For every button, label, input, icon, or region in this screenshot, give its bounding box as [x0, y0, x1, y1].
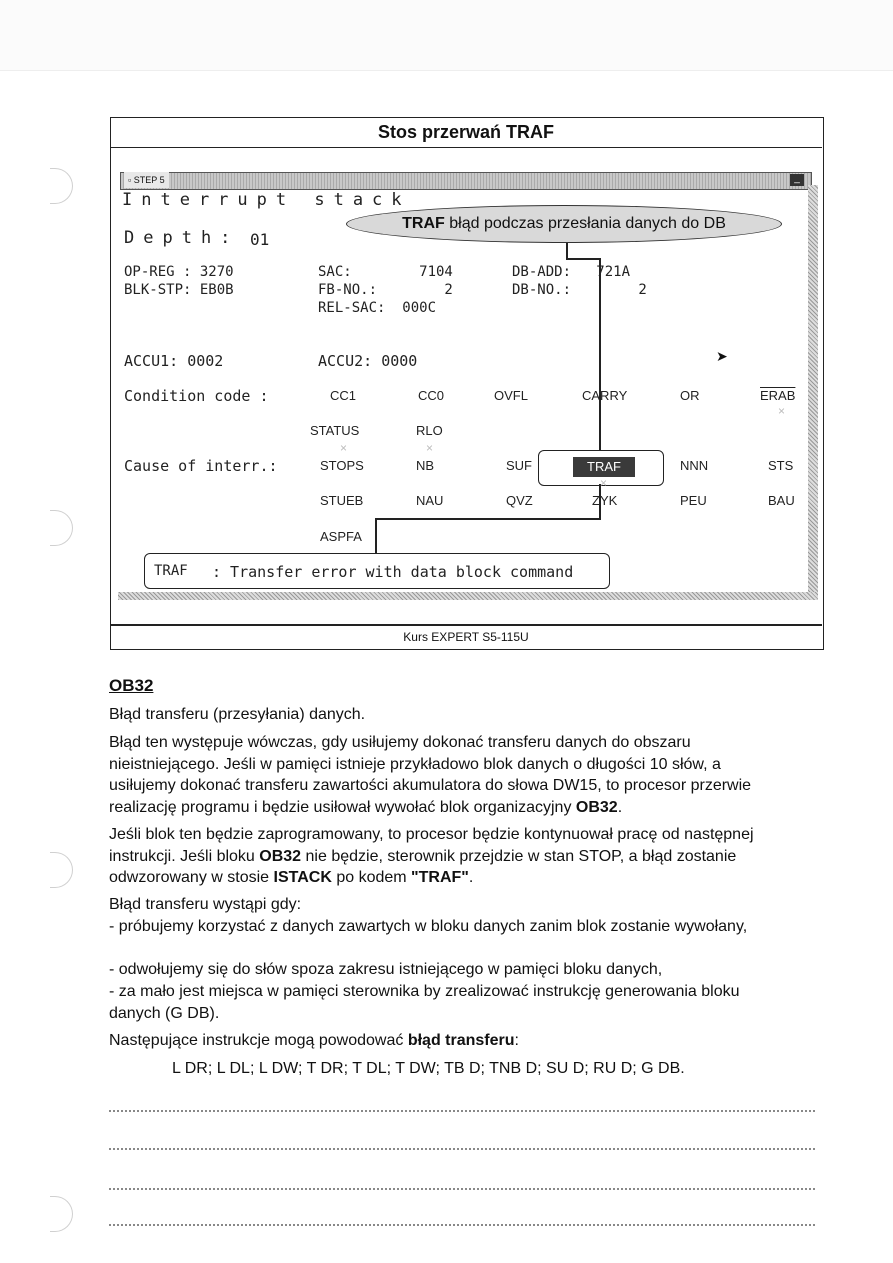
flag-set-marker: × [600, 476, 608, 490]
condition-code-label: Condition code : [124, 387, 269, 405]
p8-bold: błąd transferu [407, 1032, 515, 1049]
paragraph-1: Błąd transferu (przesyłania) danych. [109, 706, 366, 723]
p3-part: po kodem [331, 869, 412, 886]
figure-footer: Kurs EXPERT S5-115U [110, 624, 822, 650]
connector-line [375, 518, 377, 553]
p3-end: . [468, 869, 474, 886]
paragraph-3 [109, 824, 789, 889]
traf-callout-bubble [346, 205, 782, 243]
depth-label: Depth: [124, 228, 240, 248]
blk-stp: BLK-STP: EB0B [124, 282, 234, 298]
flag-cc0: CC0 [418, 388, 445, 403]
flag-erab: ERAB [760, 388, 796, 403]
bullet-1: - próbujemy korzystać z danych zawartych w bloku danych zanim blok zostanie wywołany, [109, 918, 748, 935]
p2-part: Błąd ten występuje wówczas, gdy usiłujemy dokonać transferu danych do obszaru nieistniejącego. Jeśli w pamięci istnieje przykładowo blok danych o długości 10 słów, a usiłujemy dokonać transferu zawartości akumulatora do słowa DW15, to procesor przerwie realizację programu i będzie usiłował wywołać blok organizacyjny [109, 734, 752, 816]
bullet-3: - za mało jest miejsca w pamięci sterownika by zrealizować instrukcję generowania bloku danych (G DB). [109, 983, 740, 1022]
cause-sts: STS [768, 458, 794, 473]
window-title-text: STEP 5 [133, 175, 165, 185]
flag-set-marker: × [340, 441, 348, 455]
cause-peu: PEU [680, 493, 707, 508]
paragraph-2 [109, 732, 789, 818]
p3-bold: OB32 [259, 847, 302, 865]
flag-set-marker: × [778, 404, 786, 418]
paragraph-5 [109, 1030, 789, 1052]
figure-title: Stos przerwań TRAF [110, 117, 822, 148]
bullet-2: - odwołujemy się do słów spoza zakresu istniejącego w pamięci bloku danych, [109, 961, 663, 978]
desc-text: : Transfer error with data block command [212, 563, 574, 581]
cause-traf: TRAF [573, 457, 635, 477]
binder-hole [50, 510, 73, 546]
connector-line [375, 518, 601, 520]
flag-carry: CARRY [582, 388, 628, 403]
cause-suf: SUF [506, 458, 532, 473]
p8-end: : [514, 1032, 519, 1049]
depth-value: 01 [250, 230, 270, 249]
cause-stueb: STUEB [320, 493, 364, 508]
interrupt-stack-header: Interrupt stack [122, 190, 411, 210]
cause-qvz: QVZ [506, 493, 533, 508]
p3-bold: "TRAF" [411, 869, 469, 886]
binder-hole [50, 168, 73, 204]
connector-line [566, 241, 568, 259]
window-icon: ▫ [128, 175, 132, 185]
desc-code: TRAF [154, 563, 188, 579]
notes-line [109, 1108, 815, 1112]
instruction-list: L DR; L DL; L DW; T DR; T DL; T DW; TB D; TNB D; SU D; RU D; G DB. [172, 1060, 685, 1077]
window-shadow-right [808, 185, 818, 595]
cause-zyk: ZYK [592, 493, 618, 508]
accu1: ACCU1: 0002 [124, 352, 224, 370]
flag-or: OR [680, 388, 700, 403]
p3-part: Jeśli blok ten będzie zaprogramowany, to procesor będzie kontynuował pracę od następnej instrukcji. Jeśli bloku [109, 826, 754, 865]
flag-ovfl: OVFL [494, 388, 528, 403]
p3-part: nie będzie, sterownik przejdzie w stan STOP, a błąd zostanie odwzorowany w stosie [109, 847, 737, 886]
bubble-text: błąd podczas przesłania danych do DB [444, 215, 726, 232]
p2-end: . [617, 798, 623, 816]
minimize-icon[interactable]: _ [790, 174, 804, 186]
scan-top-band [0, 0, 893, 71]
p2-bold: OB32 [575, 798, 618, 816]
binder-hole [50, 852, 73, 888]
db-no: DB-NO.: 2 [512, 282, 647, 298]
paragraph-4: Błąd transferu wystąpi gdy: [109, 896, 302, 913]
notes-line [109, 1146, 815, 1150]
flag-status: STATUS [310, 423, 360, 438]
mouse-cursor-icon: ➤ [716, 348, 728, 364]
flag-set-marker: × [426, 441, 434, 455]
p3-bold: ISTACK [273, 869, 332, 886]
cause-bau: BAU [768, 493, 795, 508]
cause-aspfa: ASPFA [320, 529, 362, 544]
cause-label: Cause of interr.: [124, 457, 278, 475]
sac: SAC: 7104 [318, 264, 453, 280]
cause-stops: STOPS [320, 458, 364, 473]
op-reg: OP-REG : 3270 [124, 264, 234, 280]
window-shadow-bottom [118, 592, 818, 600]
db-add: DB-ADD: 721A [512, 264, 631, 280]
cause-nb: NB [416, 458, 435, 473]
p8-part: Następujące instrukcje mogą powodować [109, 1032, 408, 1049]
notes-line [109, 1222, 815, 1226]
cause-nnn: NNN [680, 458, 709, 473]
bubble-bold: TRAF [402, 215, 445, 232]
window-titlebar [120, 172, 812, 190]
window-title [124, 172, 169, 188]
flag-cc1: CC1 [330, 388, 357, 403]
connector-line [566, 258, 600, 260]
section-heading: OB32 [109, 676, 154, 695]
accu2: ACCU2: 0000 [318, 352, 418, 370]
notes-line [109, 1186, 815, 1190]
flag-rlo: RLO [416, 423, 443, 438]
cause-nau: NAU [416, 493, 444, 508]
fb-no: FB-NO.: 2 [318, 282, 453, 298]
binder-hole [50, 1196, 73, 1232]
rel-sac: REL-SAC: 000C [318, 300, 437, 316]
